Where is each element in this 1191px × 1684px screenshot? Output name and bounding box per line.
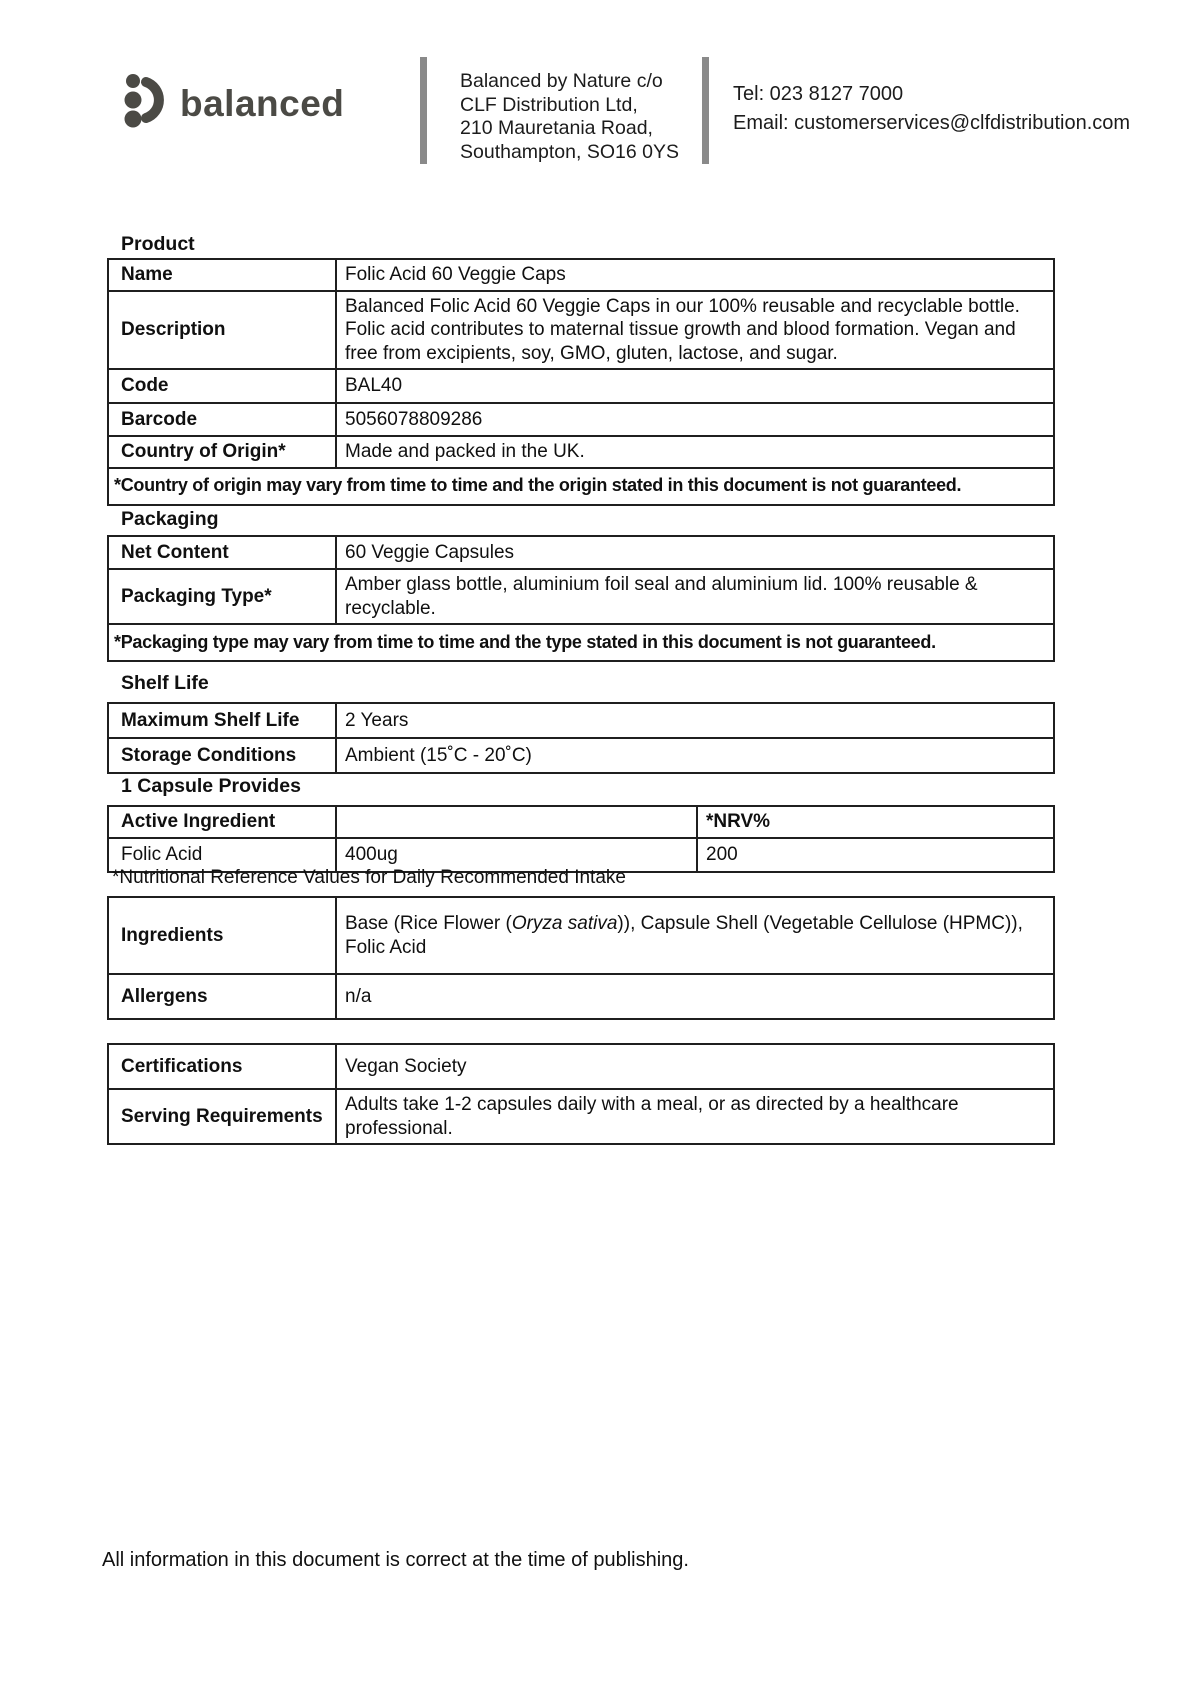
row-value: Amber glass bottle, aluminium foil seal and aluminium lid. 100% reusable & recyclable. [336,569,1054,624]
row-label: Allergens [108,974,336,1019]
table-row [108,703,1054,738]
row-value: 60 Veggie Capsules [336,536,1054,569]
row-label: Name [108,259,336,291]
shelf-life-table [107,702,1055,774]
row-label: Serving Requirements [108,1089,336,1144]
ingredients-text-latin-name: Oryza sativa [511,913,618,934]
packaging-section-heading: Packaging [121,508,219,530]
balanced-logo-icon [124,72,174,129]
row-label: Country of Origin* [108,436,336,468]
table-row [108,974,1054,1019]
row-label: Ingredients [108,897,336,974]
row-label: Maximum Shelf Life [108,703,336,738]
row-value: 2 Years [336,703,1054,738]
row-label: Barcode [108,403,336,436]
header-divider-bar-1 [420,57,427,164]
row-label: Description [108,291,336,370]
allergens-value: n/a [336,974,1054,1019]
row-value: Balanced Folic Acid 60 Veggie Caps in our 100% reusable and recyclable bottle. Folic acid contributes to maternal tissue growth and blood formation. Vegan and free from excipients, soy, GMO, gluten, lactose, and sugar. [336,291,1054,370]
row-label: Certifications [108,1044,336,1089]
address-line: 210 Mauretania Road, [460,117,653,139]
ingredients-value [336,897,1054,974]
packaging-table [107,535,1055,662]
table-row [108,291,1054,370]
nrv-footnote: *Nutritional Reference Values for Daily Recommended Intake [112,867,626,888]
table-row [108,1089,1054,1144]
ingredients-text-before: Base (Rice Flower ( [345,913,512,934]
tel-text: Tel: 023 8127 7000 [733,83,904,105]
address-line: Southampton, SO16 0YS [460,140,679,163]
packaging-type-note: *Packaging type may vary from time to time and the type stated in this document is not guaranteed. [108,624,1054,661]
column-header-nrv: *NRV% [697,806,1054,838]
nrv-table [107,805,1055,873]
row-value: Folic Acid 60 Veggie Caps [336,259,1054,291]
product-table [107,258,1055,506]
table-row [108,369,1054,403]
ingredients-table [107,896,1055,1020]
shelf-life-section-heading: Shelf Life [121,672,209,694]
table-note-row [108,468,1054,505]
email-text: Email: customerservices@clfdistribution.com [733,112,1131,134]
row-label: Storage Conditions [108,738,336,773]
row-value: BAL40 [336,369,1054,403]
logo-wordmark: balanced [180,83,345,124]
row-label: Code [108,369,336,403]
row-label: Packaging Type* [108,569,336,624]
capsule-provides-section-heading: 1 Capsule Provides [121,775,301,797]
ingredient-name: Folic Acid [108,838,336,872]
ingredients-text-after: )), Capsule Shell (Vegetable Cellulose (HPMC)), Folic Acid [345,913,1023,958]
column-header-active-ingredient: Active Ingredient [108,806,336,838]
certifications-value: Vegan Society [336,1044,1054,1089]
address-block [460,70,679,164]
serving-requirements-value: Adults take 1-2 capsules daily with a meal, or as directed by a healthcare professional. [336,1089,1054,1144]
ingredient-nrv: 200 [697,838,1054,872]
table-note-row [108,624,1054,661]
contact-block [733,80,1130,138]
table-row [108,403,1054,436]
footer-text: All information in this document is correct at the time of publishing. [102,1549,689,1571]
address-line: CLF Distribution Ltd, [460,93,638,116]
table-row [108,259,1054,291]
row-label: Net Content [108,536,336,569]
product-section-heading: Product [121,233,195,255]
column-header-empty [336,806,697,838]
table-row [108,1044,1054,1089]
address-line: Balanced by Nature c/o [460,70,663,92]
row-value: Made and packed in the UK. [336,436,1054,468]
table-row [108,897,1054,974]
header-divider-bar-2 [702,57,709,164]
table-row [108,738,1054,773]
table-header-row [108,806,1054,838]
table-row [108,536,1054,569]
row-value: 5056078809286 [336,403,1054,436]
row-value: Ambient (15˚C - 20˚C) [336,738,1054,773]
country-origin-note: *Country of origin may vary from time to time and the origin stated in this document is not guaranteed. [108,468,1054,505]
certifications-table [107,1043,1055,1145]
table-row [108,569,1054,624]
table-row [108,436,1054,468]
ingredient-amount: 400ug [336,838,697,872]
